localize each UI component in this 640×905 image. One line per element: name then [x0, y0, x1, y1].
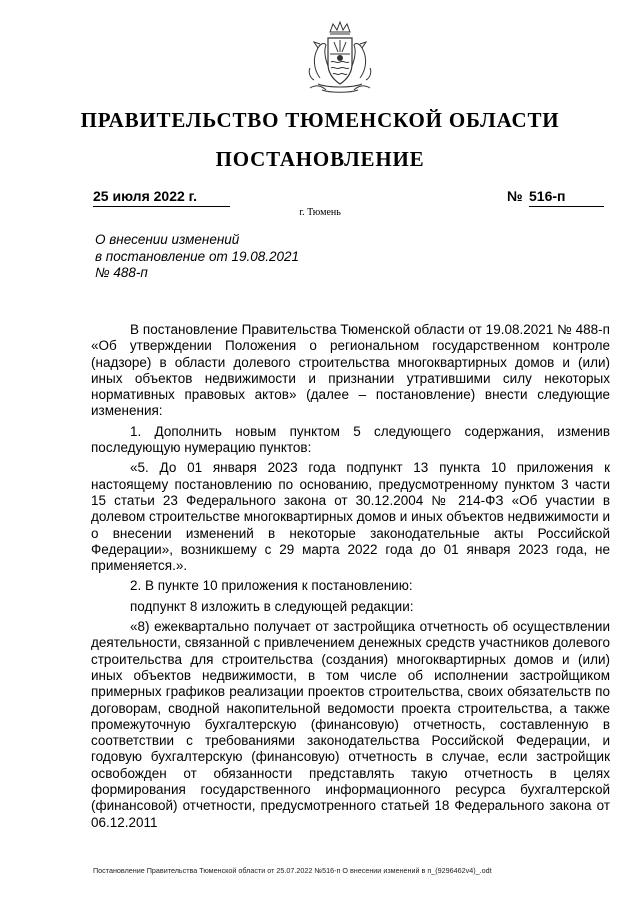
- paragraph-intro: В постановление Правительства Тюменской области от 19.08.2021 № 488-п «Об утверждении Положения о региональном государственном контроле (надзоре) в области долевого строительства многоквартирных домов и (или) иных объектов недвижимости и признании утратившими силу некоторых нормативных правовых актов» (далее – постановление) внести следующие изменения:: [91, 322, 610, 419]
- page-footer: Постановление Правительства Тюменской области от 25.07.2022 №516-п О внесении изменений в п_(9296462v4)_.odt: [93, 866, 492, 875]
- subject-line-1: О внесении изменений: [95, 232, 240, 247]
- paragraph-subitem-8-intro: подпункт 8 изложить в следующей редакции:: [130, 598, 414, 614]
- coat-of-arms-icon: [300, 18, 380, 98]
- paragraph-subitem-8-text: «8) ежеквартально получает от застройщика отчетность об осуществлении деятельности, связанной с привлечением денежных средств участников долевого строительства для строительства (создания) многоквартирных домов и (или) иных объектов недвижимости, в том числе об исполнении застройщиком примерных графиков реализации проектов строительства, своих обязательств по договорам, сводной накопительной ведомости проекта строительства, а также промежуточную бухгалтерскую (финансовую) отчетность, составленную в соответствии с требованиями законодательства Российской Федерации, и годовую бухгалтерскую (финансовую) отчетность в случае, если застройщик освобожден от обязанности представлять такую отчетность в целях формирования государственного информационного ресурса бухгалтерской (финансовой) отчетности, предусмотренного статьей 18 Федерального закона от 06.12.2011: [91, 619, 610, 830]
- document-subject: [95, 232, 395, 282]
- document-number: 516-п: [529, 188, 604, 207]
- document-body: [91, 322, 610, 835]
- paragraph-new-item-5: «5. До 01 января 2023 года подпункт 13 пункта 10 приложения к настоящему постановлению по основанию, предусмотренному пунктом 3 части 15 статьи 23 Федерального закона от 30.12.2004 № 214-ФЗ «Об участии в долевом строительстве многоквартирных домов и иных объектов недвижимости и о внесении изменений в некоторые законодательные акты Российской Федерации», возникшему с 29 марта 2022 года до 01 января 2023 года, не применяется.».: [91, 460, 610, 574]
- document-number-field: [507, 188, 604, 206]
- paragraph-item-1: 1. Дополнить новым пунктом 5 следующего содержания, изменив последующую нумерацию пунктов:: [91, 423, 610, 456]
- subject-line-2: в постановление от 19.08.2021: [95, 248, 300, 264]
- paragraph-item-2: 2. В пункте 10 приложения к постановлению:: [130, 578, 413, 594]
- subject-line-3: № 488-п: [95, 265, 148, 280]
- city: г. Тюмень: [299, 207, 341, 218]
- document-type: ПОСТАНОВЛЕНИЕ: [215, 147, 425, 171]
- document-date: 25 июля 2022 г.: [93, 188, 230, 207]
- government-title: ПРАВИТЕЛЬСТВО ТЮМЕНСКОЙ ОБЛАСТИ: [80, 108, 560, 132]
- number-sign: №: [507, 188, 523, 204]
